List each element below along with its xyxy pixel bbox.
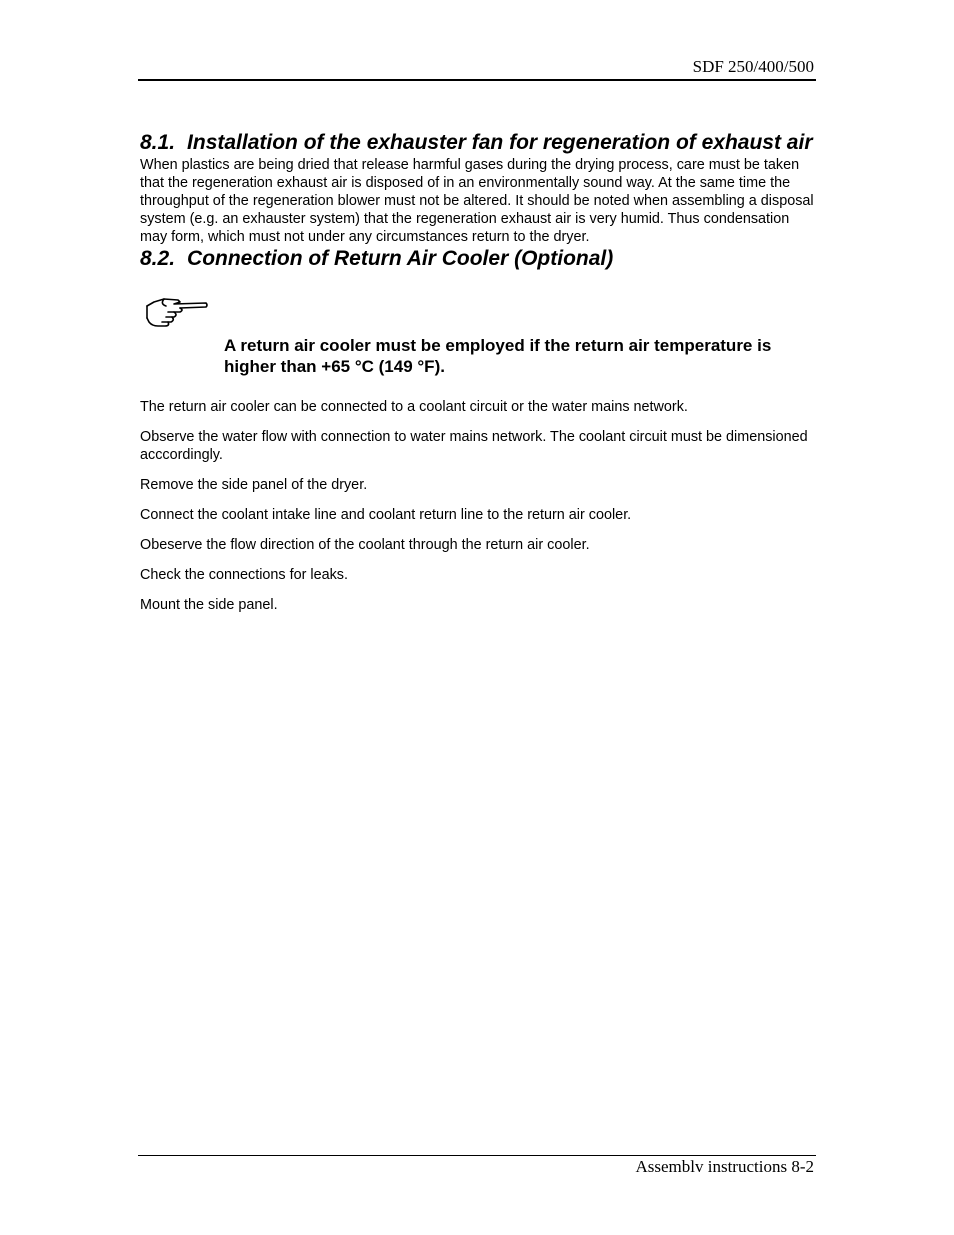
header-divider — [138, 79, 816, 81]
instruction-step: Obeserve the flow direction of the coolant through the return air cooler. — [140, 537, 590, 553]
footer-divider — [138, 1155, 816, 1156]
section-title: Connection of Return Air Cooler (Optional) — [187, 247, 614, 270]
section-title: Installation of the exhauster fan for regeneration of exhaust air — [187, 131, 813, 154]
pointing-hand-icon — [144, 296, 208, 335]
note-text: A return air cooler must be employed if the return air temperature is higher than +65 °C (149 °F). — [224, 336, 772, 376]
section-number: 8.2. — [140, 247, 176, 270]
instruction-steps — [140, 398, 816, 614]
page-footer: Assemblv instructions 8-2 — [635, 1157, 814, 1176]
instruction-step: Check the connections for leaks. — [140, 567, 348, 583]
page-header: SDF 250/400/500 — [692, 57, 814, 76]
instruction-step: The return air cooler can be connected to a coolant circuit or the water mains network. — [140, 399, 688, 415]
instruction-step: Connect the coolant intake line and coolant return line to the return air cooler. — [140, 507, 632, 523]
section-heading-8-2 — [140, 246, 816, 272]
section-number: 8.1. — [140, 131, 176, 154]
page-content — [140, 130, 816, 626]
section-paragraph: When plastics are being dried that release harmful gases during the drying process, care must be taken that the regeneration exhaust air is disposed of in an environmentally sound way. At the same time the throughput of the regeneration blower must not be altered. It should be noted when assembling a disposal system (e.g. an exhauster system) that the regeneration exhaust air is very humid. Thus condensation may form, which must not under any circumstances return to the dryer. — [140, 157, 814, 245]
instruction-step: Mount the side panel. — [140, 597, 278, 613]
instruction-step: Remove the side panel of the dryer. — [140, 477, 368, 493]
instruction-step: Observe the water flow with connection to water mains network. The coolant circuit must be dimensioned acccordingly. — [140, 429, 808, 463]
note-block — [140, 282, 816, 382]
section-heading-8-1 — [140, 130, 816, 156]
